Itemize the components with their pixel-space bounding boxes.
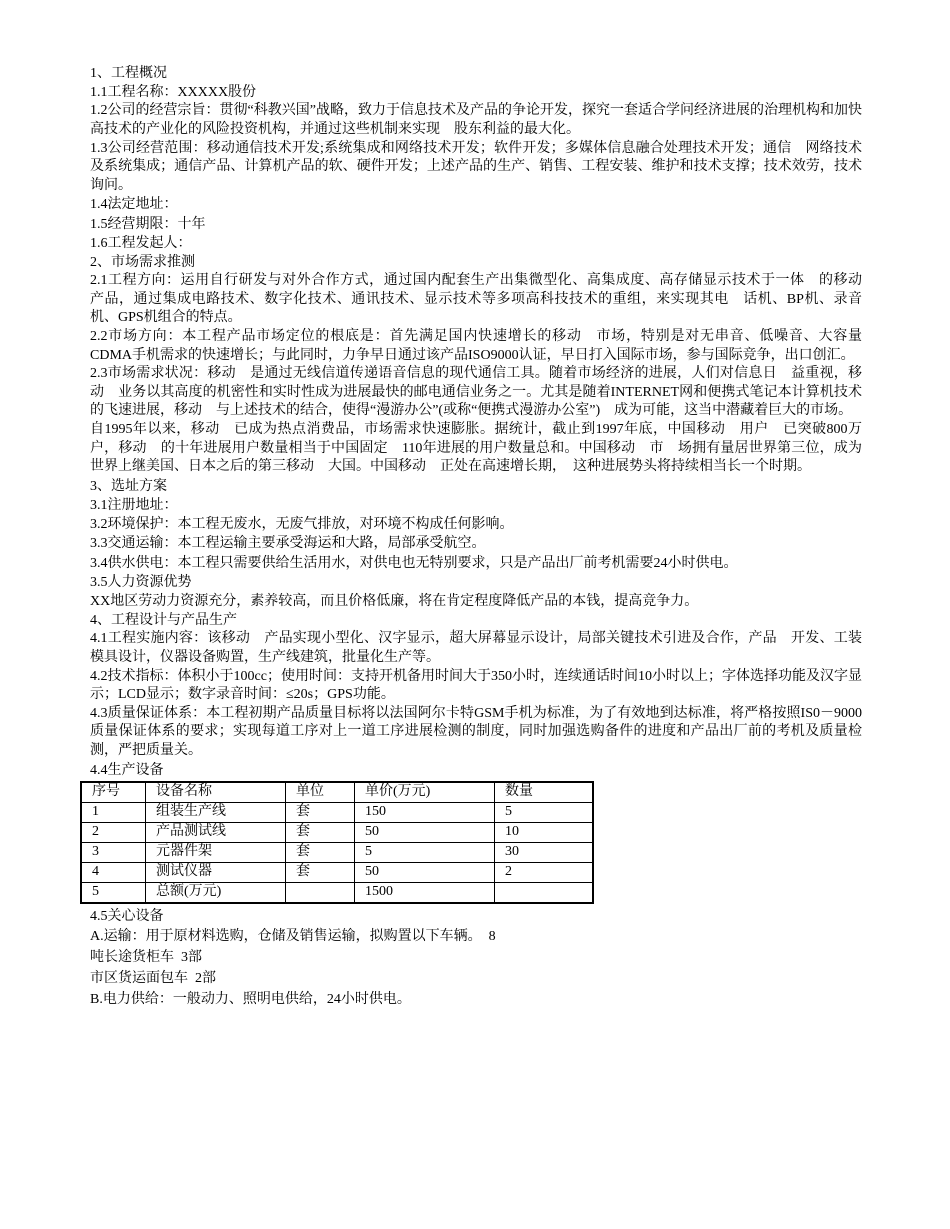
- table-header-row: [81, 782, 593, 803]
- table-row-total: [81, 882, 593, 903]
- header-cell: 序号: [81, 782, 146, 803]
- transportation: 3.3交通运输：本工程运输主要承受海运和大路，局部承受航空。: [90, 536, 486, 552]
- project-name: 1.1工程名称：XXXXX股份: [90, 85, 257, 101]
- quality-assurance: 4.3质量保证体系：本工程初期产品质量目标将以法国阿尔卡特GSM手机为标准，为了有效地到达标准，将严格按照IS0－9000质量保证体系的要求；实现每道工序对上一道工序进展检测的制度，同时加强选购备件的进度和产品出厂前的考机及质量检测，严把质量关。: [90, 705, 862, 758]
- auxiliary-equipment-heading: 4.5关心设备: [90, 908, 164, 924]
- header-cell: 单价(万元): [355, 782, 495, 803]
- header-cell: 单位: [286, 782, 355, 803]
- table-cell: [495, 882, 594, 903]
- table-cell: 5: [81, 882, 146, 903]
- human-resources-text: XX地区劳动力资源充分，素养较高，而且价格低廉，将在肯定程度降低产品的本钱，提高竞争力。: [90, 593, 699, 609]
- project-direction: 2.1工程方向：运用自行研发与对外合作方式，通过国内配套生产出集微型化、高集成度、高存储显示技术于一体 的移动 产品，通过集成电路技术、数字化技术、通讯技术、显示技术等多项高科技技术的重组，来实现其电 话机、BP机、录音机、GPS机组合的特点。: [90, 273, 876, 326]
- table-cell: 套: [286, 802, 355, 822]
- table-cell: 1: [81, 802, 146, 822]
- equipment-table: [80, 781, 594, 904]
- implementation-content: 4.1工程实施内容：该移动 产品实现小型化、汉字显示，超大屏幕显示设计，局部关键技术引进及合作，产品 开发、工装模具设计，仪器设备购置，生产线建筑，批量化生产等。: [90, 631, 862, 665]
- water-power-supply: 3.4供水供电：本工程只需要供给生活用水，对供电也无特别要求，只是产品出厂前考机需要24小时供电。: [90, 555, 738, 571]
- table-cell: 4: [81, 862, 146, 882]
- table-cell: 套: [286, 862, 355, 882]
- project-sponsor: 1.6工程发起人：: [90, 235, 192, 251]
- power-supply-item: B.电力供给：一般动力、照明电供给，24小时供电。: [90, 991, 411, 1007]
- production-equipment-heading: 4.4生产设备: [90, 762, 164, 778]
- market-statistics: 自1995年以来，移动 已成为热点消费品，市场需求快速膨胀。据统计，截止到1997年底，中国移动 用户 已突破800万户，移动 的十年进展用户数量相当于中国固定 110年进展的用户数量总和。中国移动 市 场拥有量居世界第三位，成为世界上继美国、日本之后的第三移动 大国。中国移动 正处在高速增长期， 这种进展势头将持续相当长一个时期。: [90, 421, 862, 475]
- table-cell: 50: [355, 822, 495, 842]
- table-cell: [286, 882, 355, 903]
- human-resources-heading: 3.5人力资源优势: [90, 574, 192, 590]
- technical-indicators: 4.2技术指标：体积小于100cc；使用时间：支持开机备用时间大于350小时，连续通话时间10小时以上；字体选择功能及汉字显示；LCD显示；数字录音时间：≤20s；GPS功能。: [90, 668, 862, 703]
- table-cell: 10: [495, 822, 594, 842]
- table-cell: 30: [495, 842, 594, 862]
- vehicle-truck: 吨长途货柜车 3部: [90, 949, 202, 965]
- table-cell: 产品测试线: [146, 822, 286, 842]
- vehicle-van: 市区货运面包车 2部: [90, 970, 216, 986]
- auxiliary-equipment-list: [90, 926, 862, 1010]
- legal-address: 1.4法定地址：: [90, 197, 178, 213]
- market-direction: 2.2市场方向：本工程产品市场定位的根底是：首先满足国内快速增长的移动 市场，特别是对无串音、低噪音、大容量CDMA手机需求的快速增长；与此同时，力争早日通过该产品ISO9000认证，早日打入国际市场，参与国际竞争，出口创汇。: [90, 328, 862, 363]
- table-cell: 套: [286, 842, 355, 862]
- header-cell: 数量: [495, 782, 594, 803]
- transport-item: A.运输：用于原材料选购，仓储及销售运输，拟购置以下车辆。 8: [90, 928, 496, 944]
- section-1-title: 1、工程概况: [90, 66, 167, 81]
- environmental-protection: 3.2环境保护：本工程无废水，无废气排放，对环境不构成任何影响。: [90, 517, 514, 533]
- table-row: [81, 802, 593, 822]
- table-cell: 5: [355, 842, 495, 862]
- business-scope: 1.3公司经营范围：移动通信技术开发;系统集成和网络技术开发；软件开发；多媒体信息融合处理技术开发；通信 网络技术及系统集成；通信产品、计算机产品的软、硬件开发；上述产品的生产、销售、工程安装、维护和技术支撑；技术效劳，技术询问。: [90, 140, 862, 193]
- table-cell: 150: [355, 802, 495, 822]
- table-cell: 5: [495, 802, 594, 822]
- table-cell: 2: [81, 822, 146, 842]
- table-row: [81, 862, 593, 882]
- table-cell: 套: [286, 822, 355, 842]
- table-cell: 总额(万元): [146, 882, 286, 903]
- company-purpose: 1.2公司的经营宗旨：贯彻“科教兴国”战略，致力于信息技术及产品的争论开发，探究一套适合学问经济进展的治理机构和加快高技术的产业化的风险投资机构，并通过这些机制来实现 股东利益的最大化。: [90, 103, 862, 137]
- table-cell: 1500: [355, 882, 495, 903]
- table-cell: 测试仪器: [146, 862, 286, 882]
- table-row: [81, 822, 593, 842]
- table-cell: 组装生产线: [146, 802, 286, 822]
- section-2-title: 2、市场需求推测: [90, 254, 195, 270]
- operating-period: 1.5经营期限：十年: [90, 216, 206, 232]
- table-cell: 元器件架: [146, 842, 286, 862]
- section-4-title: 4、工程设计与产品生产: [90, 613, 237, 629]
- market-demand: 2.3市场需求状况：移动 是通过无线信道传递语音信息的现代通信工具。随着市场经济的进展，人们对信息日 益重视，移动 业务以其高度的机密性和实时性成为进展最快的邮电通信业务之一。尤其是随着INTERNET网和便携式笔记本计算机技术的飞速进展，移动 与上述技术的结合，使得“漫游办公”(或称“便携式漫游办公室”) 成为可能，这当中潜藏着巨大的市场。: [90, 366, 862, 419]
- table-cell: 2: [495, 862, 594, 882]
- table-cell: 3: [81, 842, 146, 862]
- table-cell: 50: [355, 862, 495, 882]
- header-cell: 设备名称: [146, 782, 286, 803]
- registered-address: 3.1注册地址：: [90, 497, 178, 513]
- document-page: [90, 64, 876, 1010]
- table-row: [81, 842, 593, 862]
- section-3-title: 3、选址方案: [90, 478, 167, 494]
